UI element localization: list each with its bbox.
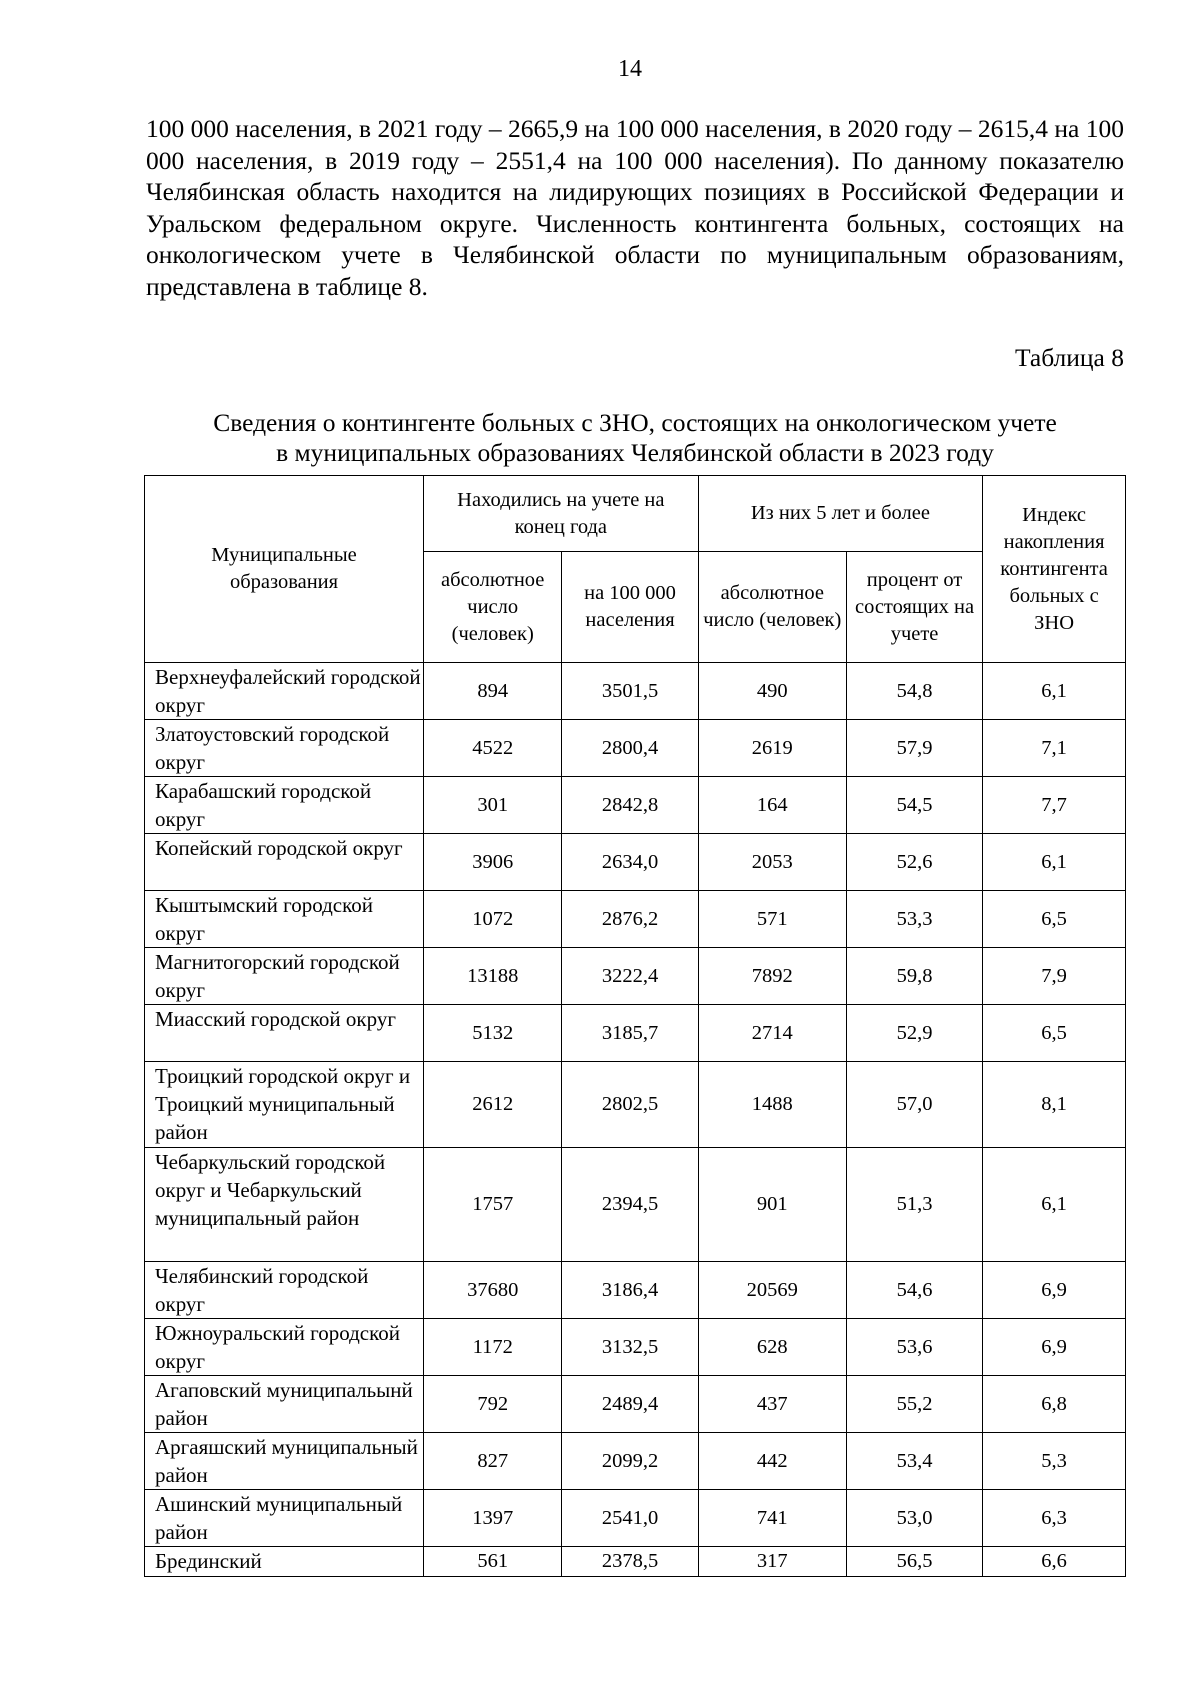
- contingent-table: [144, 475, 1126, 1577]
- abs-number-cell: 561: [424, 1547, 562, 1577]
- abs-number-cell: 2612: [424, 1062, 562, 1148]
- index-cell: 6,1: [983, 1148, 1126, 1262]
- index-cell: 6,8: [983, 1376, 1126, 1433]
- per-100k-cell: 2802,5: [562, 1062, 698, 1148]
- table-title: [144, 408, 1126, 468]
- index-cell: 5,3: [983, 1433, 1126, 1490]
- per-100k-cell: 2634,0: [562, 834, 698, 891]
- abs-number-5y-cell: 2619: [698, 720, 846, 777]
- header-accumulation-index: Индекс накопления контингента больных с ЗНО: [983, 476, 1126, 663]
- index-cell: 8,1: [983, 1062, 1126, 1148]
- municipality-cell: Карабашский городской округ: [145, 777, 424, 834]
- abs-number-5y-cell: 741: [698, 1490, 846, 1547]
- municipality-cell: Кыштымский городской округ: [145, 891, 424, 948]
- percent-cell: 55,2: [846, 1376, 982, 1433]
- index-cell: 6,5: [983, 1005, 1126, 1062]
- abs-number-5y-cell: 20569: [698, 1262, 846, 1319]
- table-row: [145, 1148, 1126, 1262]
- per-100k-cell: 2378,5: [562, 1547, 698, 1577]
- header-per-100k: на 100 000 населения: [562, 552, 698, 663]
- percent-cell: 57,9: [846, 720, 982, 777]
- municipality-cell: Троицкий городской округ и Троицкий муниципальный район: [145, 1062, 424, 1148]
- header-municipality: Муниципальные образования: [145, 476, 424, 663]
- abs-number-cell: 13188: [424, 948, 562, 1005]
- table-row: [145, 1547, 1126, 1577]
- municipality-cell: Агаповский муниципальынй район: [145, 1376, 424, 1433]
- municipality-cell: Южноуральский городской округ: [145, 1319, 424, 1376]
- per-100k-cell: 3501,5: [562, 663, 698, 720]
- body-paragraph: 100 000 населения, в 2021 году – 2665,9 на 100 000 населения, в 2020 году – 2615,4 на 100 000 населения, в 2019 году – 2551,4 на 100 000 населения). По данному показателю Челябинская область находится на лидирующих позициях в Российской Федерации и Уральском федеральном округе. Численность контингента больных, состоящих на онкологическом учете в Челябинской области по муниципальным образованиям, представлена в таблице 8.: [146, 114, 1124, 301]
- per-100k-cell: 2489,4: [562, 1376, 698, 1433]
- table-title-line-2: в муниципальных образованиях Челябинской области в 2023 году: [276, 438, 994, 467]
- header-abs-number: абсолютное число (человек): [424, 552, 562, 663]
- index-cell: 6,6: [983, 1547, 1126, 1577]
- percent-cell: 53,3: [846, 891, 982, 948]
- table-row: [145, 777, 1126, 834]
- per-100k-cell: 2800,4: [562, 720, 698, 777]
- abs-number-5y-cell: 437: [698, 1376, 846, 1433]
- percent-cell: 53,4: [846, 1433, 982, 1490]
- abs-number-cell: 301: [424, 777, 562, 834]
- index-cell: 7,1: [983, 720, 1126, 777]
- percent-cell: 54,8: [846, 663, 982, 720]
- abs-number-5y-cell: 442: [698, 1433, 846, 1490]
- municipality-cell: Челябинский городской округ: [145, 1262, 424, 1319]
- table-label: Таблица 8: [1014, 343, 1124, 372]
- header-percent-of-registered: процент от состоящих на учете: [846, 552, 982, 663]
- table-row: [145, 1005, 1126, 1062]
- percent-cell: 53,6: [846, 1319, 982, 1376]
- municipality-cell: Брединский: [145, 1547, 424, 1577]
- municipality-cell: Чебаркульский городской округ и Чебаркульский муниципальный район: [145, 1148, 424, 1262]
- header-row-1: [145, 476, 1126, 552]
- municipality-cell: Миасский городской округ: [145, 1005, 424, 1062]
- municipality-cell: Копейский городской округ: [145, 834, 424, 891]
- index-cell: 6,9: [983, 1319, 1126, 1376]
- percent-cell: 51,3: [846, 1148, 982, 1262]
- abs-number-cell: 1072: [424, 891, 562, 948]
- page-number: 14: [618, 56, 642, 82]
- abs-number-5y-cell: 901: [698, 1148, 846, 1262]
- abs-number-cell: 5132: [424, 1005, 562, 1062]
- table-row: [145, 891, 1126, 948]
- abs-number-5y-cell: 490: [698, 663, 846, 720]
- abs-number-cell: 827: [424, 1433, 562, 1490]
- index-cell: 6,3: [983, 1490, 1126, 1547]
- per-100k-cell: 3222,4: [562, 948, 698, 1005]
- index-cell: 6,9: [983, 1262, 1126, 1319]
- abs-number-cell: 3906: [424, 834, 562, 891]
- abs-number-cell: 1757: [424, 1148, 562, 1262]
- per-100k-cell: 3132,5: [562, 1319, 698, 1376]
- municipality-cell: Аргаяшский муниципальный район: [145, 1433, 424, 1490]
- municipality-cell: Ашинский муниципальный район: [145, 1490, 424, 1547]
- abs-number-cell: 1397: [424, 1490, 562, 1547]
- percent-cell: 57,0: [846, 1062, 982, 1148]
- table-row: [145, 1490, 1126, 1547]
- municipality-cell: Златоустовский городской округ: [145, 720, 424, 777]
- abs-number-5y-cell: 1488: [698, 1062, 846, 1148]
- header-five-years-more: Из них 5 лет и более: [698, 476, 983, 552]
- index-cell: 6,5: [983, 891, 1126, 948]
- per-100k-cell: 3186,4: [562, 1262, 698, 1319]
- municipality-cell: Магнитогорский городской округ: [145, 948, 424, 1005]
- abs-number-5y-cell: 2714: [698, 1005, 846, 1062]
- abs-number-cell: 1172: [424, 1319, 562, 1376]
- header-registered-end-year: Находились на учете на конец года: [424, 476, 699, 552]
- percent-cell: 56,5: [846, 1547, 982, 1577]
- table-row: [145, 1376, 1126, 1433]
- table-row: [145, 1262, 1126, 1319]
- index-cell: 7,7: [983, 777, 1126, 834]
- per-100k-cell: 2541,0: [562, 1490, 698, 1547]
- table-row: [145, 663, 1126, 720]
- table-title-line-1: Сведения о контингенте больных с ЗНО, состоящих на онкологическом учете: [213, 408, 1057, 437]
- abs-number-cell: 4522: [424, 720, 562, 777]
- per-100k-cell: 2876,2: [562, 891, 698, 948]
- table-row: [145, 720, 1126, 777]
- abs-number-cell: 894: [424, 663, 562, 720]
- index-cell: 6,1: [983, 663, 1126, 720]
- municipality-cell: Верхнеуфалейский городской округ: [145, 663, 424, 720]
- percent-cell: 52,9: [846, 1005, 982, 1062]
- table-row: [145, 1319, 1126, 1376]
- abs-number-cell: 37680: [424, 1262, 562, 1319]
- abs-number-5y-cell: 2053: [698, 834, 846, 891]
- table-row: [145, 1062, 1126, 1148]
- table-row: [145, 948, 1126, 1005]
- percent-cell: 53,0: [846, 1490, 982, 1547]
- abs-number-5y-cell: 317: [698, 1547, 846, 1577]
- abs-number-5y-cell: 164: [698, 777, 846, 834]
- abs-number-5y-cell: 628: [698, 1319, 846, 1376]
- index-cell: 7,9: [983, 948, 1126, 1005]
- percent-cell: 59,8: [846, 948, 982, 1005]
- abs-number-5y-cell: 7892: [698, 948, 846, 1005]
- per-100k-cell: 2394,5: [562, 1148, 698, 1262]
- percent-cell: 54,6: [846, 1262, 982, 1319]
- percent-cell: 52,6: [846, 834, 982, 891]
- per-100k-cell: 2099,2: [562, 1433, 698, 1490]
- index-cell: 6,1: [983, 834, 1126, 891]
- table-row: [145, 1433, 1126, 1490]
- per-100k-cell: 3185,7: [562, 1005, 698, 1062]
- header-abs-number-5y: абсолютное число (человек): [698, 552, 846, 663]
- percent-cell: 54,5: [846, 777, 982, 834]
- per-100k-cell: 2842,8: [562, 777, 698, 834]
- abs-number-cell: 792: [424, 1376, 562, 1433]
- abs-number-5y-cell: 571: [698, 891, 846, 948]
- table-row: [145, 834, 1126, 891]
